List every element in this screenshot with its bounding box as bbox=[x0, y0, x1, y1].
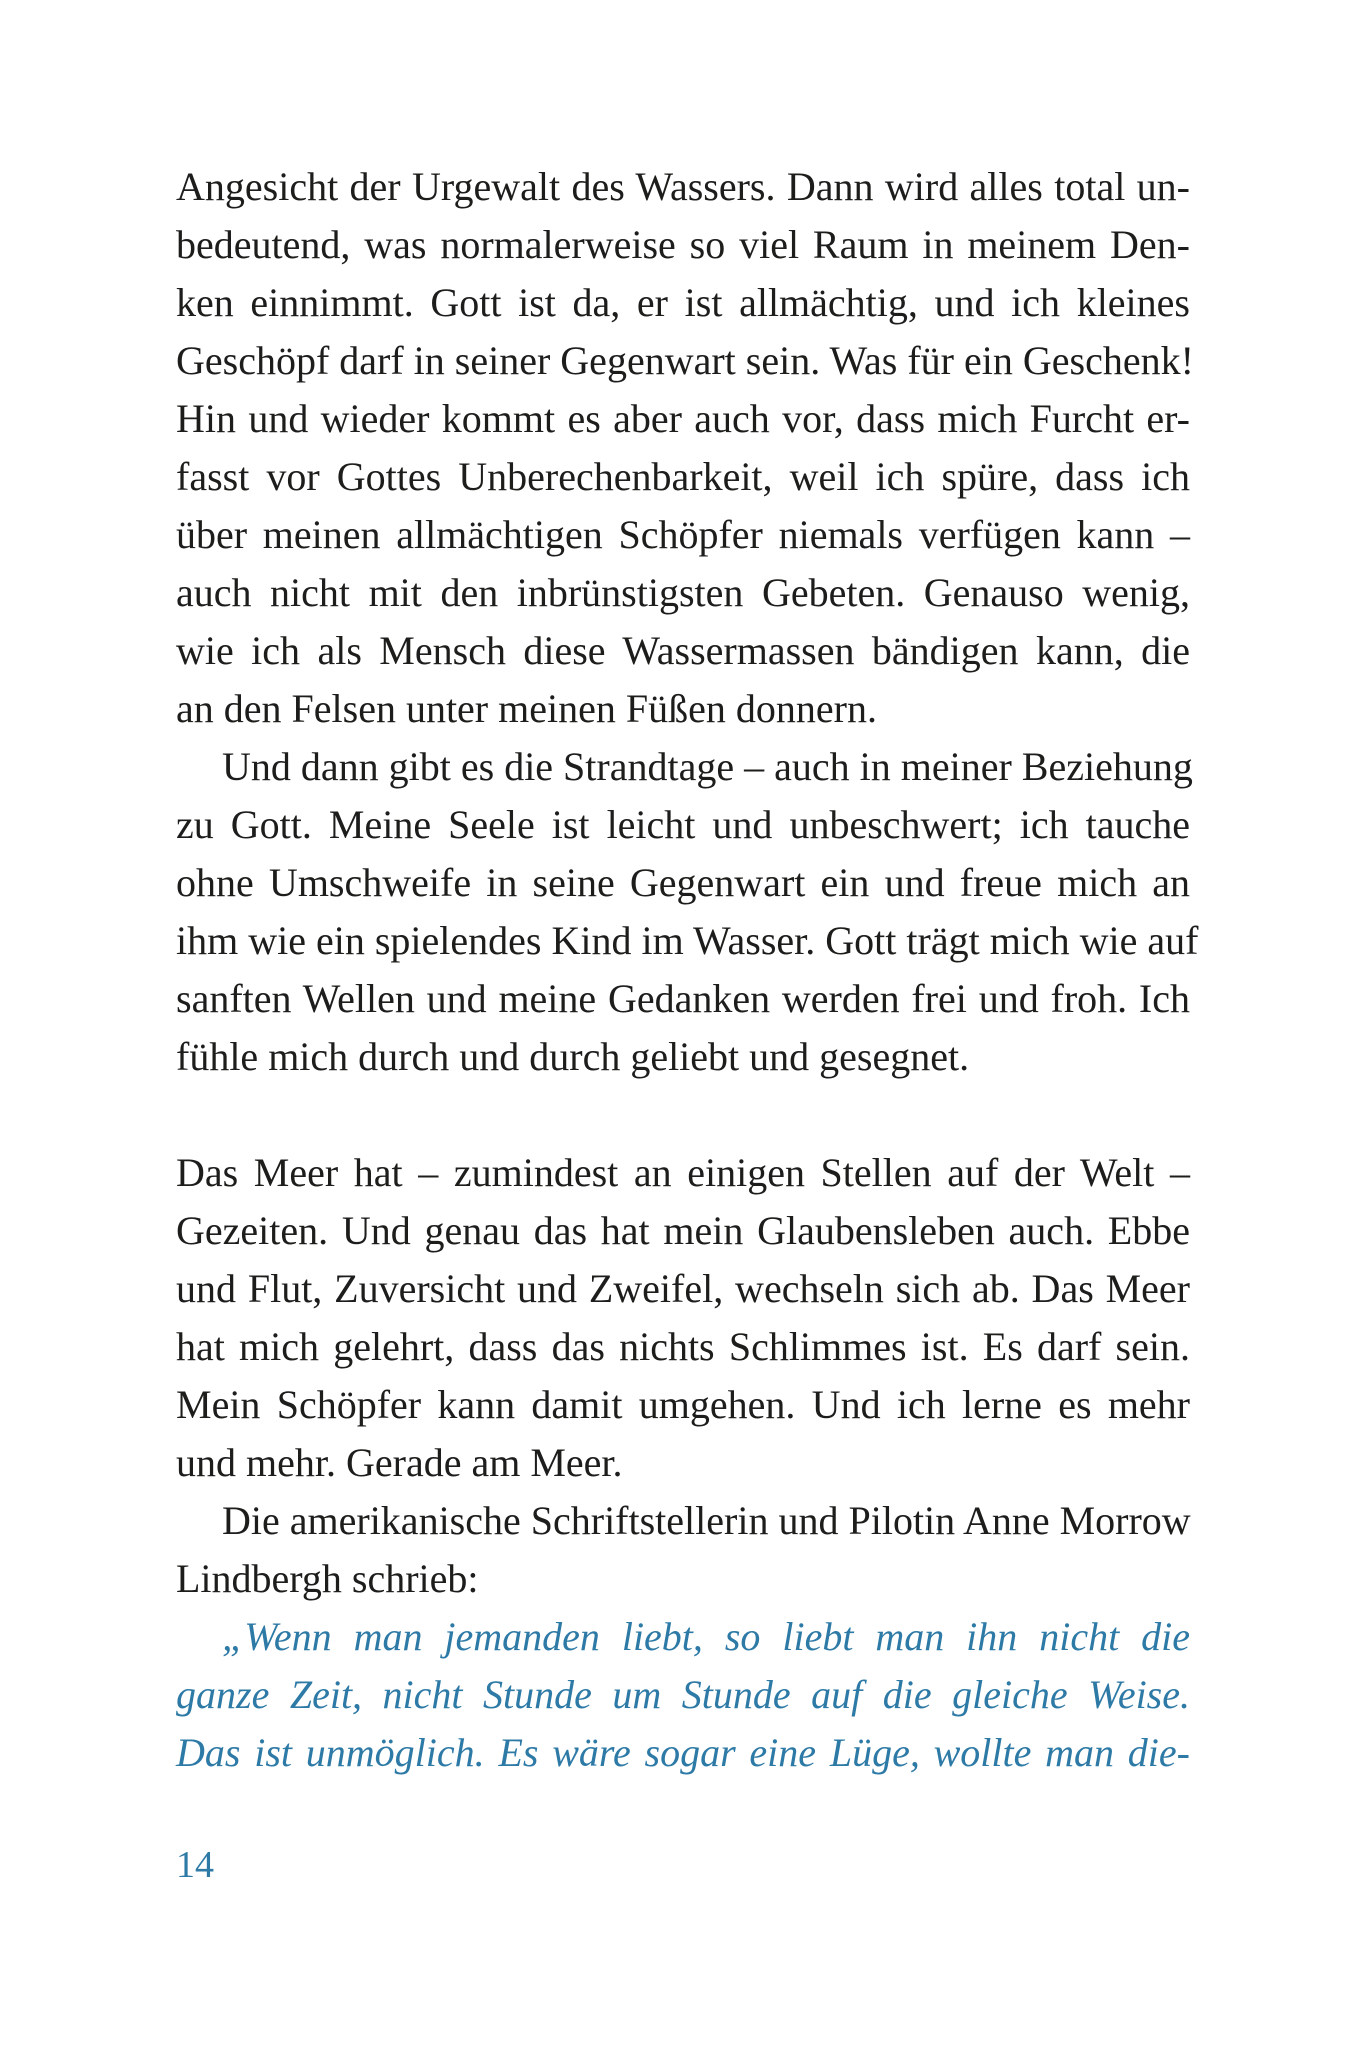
text-line: und Flut, Zuversicht und Zweifel, wechseln sich ab. Das Meer bbox=[176, 1266, 1190, 1311]
text-line: und mehr. Gerade am Meer. bbox=[176, 1440, 623, 1485]
text-line: Mein Schöpfer kann damit umgehen. Und ich lerne es mehr bbox=[176, 1382, 1190, 1427]
text-line: fasst vor Gottes Unberechenbarkeit, weil ich spüre, dass ich bbox=[176, 454, 1190, 499]
text-line: Und dann gibt es die Strandtage – auch in meiner Beziehung bbox=[222, 744, 1193, 789]
text-line: ohne Umschweife in seine Gegenwart ein und freue mich an bbox=[176, 860, 1190, 905]
quote-line: Das ist unmöglich. Es wäre sogar eine Lüge, wollte man die- bbox=[176, 1730, 1190, 1775]
text-line: Lindbergh schrieb: bbox=[176, 1556, 479, 1601]
text-line: bedeutend, was normalerweise so viel Raum in meinem Den- bbox=[176, 222, 1190, 267]
quote-line: ganze Zeit, nicht Stunde um Stunde auf die gleiche Weise. bbox=[176, 1672, 1190, 1717]
text-line: über meinen allmächtigen Schöpfer niemals verfügen kann – bbox=[176, 512, 1190, 557]
text-line: Hin und wieder kommt es aber auch vor, dass mich Furcht er- bbox=[176, 396, 1190, 441]
text-line: ken einnimmt. Gott ist da, er ist allmächtig, und ich kleines bbox=[176, 280, 1190, 325]
text-line: Angesicht der Urgewalt des Wassers. Dann wird alles total un- bbox=[176, 164, 1190, 209]
text-line: Geschöpf darf in seiner Gegenwart sein. Was für ein Geschenk! bbox=[176, 338, 1194, 383]
text-line: hat mich gelehrt, dass das nichts Schlimmes ist. Es darf sein. bbox=[176, 1324, 1190, 1369]
text-line: Das Meer hat – zumindest an einigen Stellen auf der Welt – bbox=[176, 1150, 1190, 1195]
text-line: zu Gott. Meine Seele ist leicht und unbeschwert; ich tauche bbox=[176, 802, 1190, 847]
text-line: ihm wie ein spielendes Kind im Wasser. Gott trägt mich wie auf bbox=[176, 918, 1199, 963]
text-line: Die amerikanische Schriftstellerin und Pilotin Anne Morrow bbox=[222, 1498, 1191, 1543]
text-line: sanften Wellen und meine Gedanken werden frei und froh. Ich bbox=[176, 976, 1190, 1021]
text-line: Gezeiten. Und genau das hat mein Glaubensleben auch. Ebbe bbox=[176, 1208, 1190, 1253]
text-line: fühle mich durch und durch geliebt und gesegnet. bbox=[176, 1034, 970, 1079]
quote-line: „Wenn man jemanden liebt, so liebt man ihn nicht die bbox=[222, 1614, 1190, 1659]
text-line: wie ich als Mensch diese Wassermassen bändigen kann, die bbox=[176, 628, 1190, 673]
text-line: auch nicht mit den inbrünstigsten Gebeten. Genauso wenig, bbox=[176, 570, 1190, 615]
text-line: an den Felsen unter meinen Füßen donnern. bbox=[176, 686, 877, 731]
page-number: 14 bbox=[176, 1844, 214, 1886]
